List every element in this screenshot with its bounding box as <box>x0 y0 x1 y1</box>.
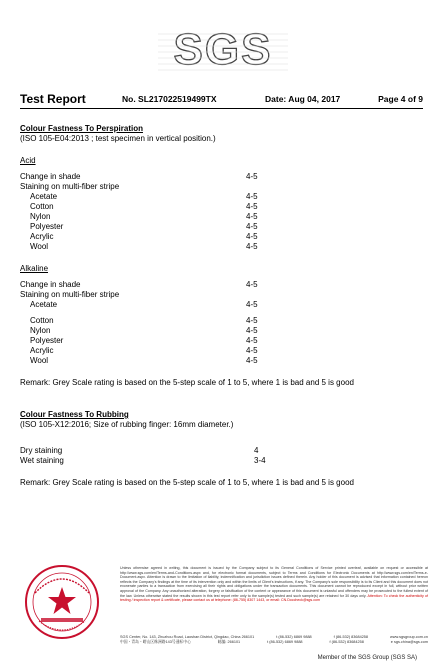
company-seal <box>23 563 101 641</box>
perspiration-title: Colour Fastness To Perspiration <box>20 124 143 133</box>
fiber-label: Acrylic <box>30 346 54 355</box>
acid-staining-label: Staining on multi-fiber stripe <box>20 182 120 191</box>
fiber-label: Acetate <box>30 300 58 309</box>
rating-value: 4-5 <box>246 336 258 345</box>
report-body <box>20 124 420 488</box>
alkaline-row-acetate <box>20 300 420 310</box>
alkaline-heading: Alkaline <box>20 264 49 273</box>
fiber-label: Nylon <box>30 326 51 335</box>
rating-value: 4-5 <box>246 356 258 365</box>
alkaline-change-value: 4-5 <box>246 280 258 289</box>
acid-staining-row <box>20 182 420 192</box>
acid-row-acetate <box>20 192 420 202</box>
dry-staining-value: 4 <box>254 446 259 455</box>
rating-value: 4-5 <box>246 346 258 355</box>
dry-staining-row <box>20 446 420 456</box>
fax-text: f (86-532) 83684258 <box>333 635 369 639</box>
fiber-label: Wool <box>30 356 49 365</box>
alkaline-row-wool <box>20 356 420 366</box>
rating-value: 4-5 <box>246 242 258 251</box>
acid-row-wool <box>20 242 420 252</box>
rating-value: 4-5 <box>246 222 258 231</box>
rubbing-title: Colour Fastness To Rubbing <box>20 410 129 419</box>
email-text: e sgs.china@sgs.com <box>390 640 428 644</box>
rating-value: 4-5 <box>246 212 258 221</box>
perspiration-remark: Remark: Grey Scale rating is based on the 5-step scale of 1 to 5, where 1 is bad and 5 is good <box>20 378 354 387</box>
report-date: Date: Aug 04, 2017 <box>265 94 341 104</box>
fiber-label: Acrylic <box>30 232 54 241</box>
perspiration-method: (ISO 105-E04:2013 ; test specimen in vertical position.) <box>20 134 216 143</box>
alkaline-row-acrylic <box>20 346 420 356</box>
fiber-label: Acetate <box>30 192 58 201</box>
rating-value: 4-5 <box>246 192 258 201</box>
fiber-label: Polyester <box>30 336 64 345</box>
wet-staining-value: 3-4 <box>254 456 266 465</box>
postcode-text: 邮编: 266101 <box>217 640 241 644</box>
alkaline-row-cotton <box>20 316 420 326</box>
website-text: www.sgsgroup.com.cn <box>390 635 428 639</box>
fiber-label: Wool <box>30 242 49 251</box>
sgs-logo-icon <box>148 24 298 82</box>
address-row-cn <box>120 640 428 645</box>
fiber-label: Polyester <box>30 222 64 231</box>
rating-value: 4-5 <box>246 202 258 211</box>
sgs-logo <box>148 24 298 82</box>
company-address <box>120 635 428 645</box>
address-text: SGS Center, No. 143, Zhuzhou Road, Laoshan District, Qingdao, China 266101 <box>120 635 255 639</box>
acid-heading: Acid <box>20 156 36 165</box>
wet-staining-label: Wet staining <box>20 456 64 465</box>
dry-staining-label: Dry staining <box>20 446 63 455</box>
alkaline-staining-label: Staining on multi-fiber stripe <box>20 290 120 299</box>
acid-row-polyester <box>20 222 420 232</box>
alkaline-change-label: Change in shade <box>20 280 81 289</box>
report-number: No. SL217022519499TX <box>122 94 217 104</box>
seal-stamp-icon <box>23 563 101 641</box>
logo-text: SGS <box>173 25 272 74</box>
acid-row-cotton <box>20 202 420 212</box>
acid-change-value: 4-5 <box>246 172 258 181</box>
alkaline-row-polyester <box>20 336 420 346</box>
alkaline-staining-row <box>20 290 420 300</box>
rubbing-remark: Remark: Grey Scale rating is based on the 5-step scale of 1 to 5, where 1 is bad and 5 is good <box>20 478 354 487</box>
rating-value: 4-5 <box>246 300 258 309</box>
header-divider <box>20 108 423 109</box>
alkaline-row-nylon <box>20 326 420 336</box>
address-text: 中国・青岛・崂山区株洲路143号通标中心 <box>120 640 191 644</box>
acid-row-acrylic <box>20 232 420 242</box>
member-note: Member of the SGS Group (SGS SA) <box>317 655 417 661</box>
fax-text: f (86-532) 83684258 <box>329 640 364 644</box>
fiber-label: Cotton <box>30 202 54 211</box>
rubbing-method: (ISO 105-X12:2016; Size of rubbing finger: 16mm diameter.) <box>20 420 234 429</box>
alkaline-change-row <box>20 280 420 290</box>
rating-value: 4-5 <box>246 316 258 325</box>
fiber-label: Nylon <box>30 212 51 221</box>
attention-text: Attention: To check the authenticity of testing / inspection report & certificate, please contact us at telephone: (86-755) 8307 1443, or email: CN.Doccheck@sgs.com <box>120 593 428 603</box>
phone-text: t (86-532) 6869 9888 <box>276 635 312 639</box>
terms-and-conditions <box>120 566 428 603</box>
terms-text: Unless otherwise agreed in writing, this document is issued by the Company subject to its General Conditions of Service printed overleaf, available on request or accessible at http://www.sgs.com/en/Terms-and-Conditions.aspx and, for electronic format documents, subject to Terms and Conditions for Electronic Documents at http://www.sgs.com/en/Terms-e-Document.aspx. Attention is drawn to the limitation of liability, indemnification and jurisdiction issues defined therein. Any holder of this document is advised that information contained hereon reflects the Company's findings at the time of its intervention only and within the limits of Client's instructions, if any. The Company's sole responsibility is to its Client and this document does not exonerate parties to a transaction from exercising all their rights and obligations under the transaction documents. This document cannot be reproduced except in full, without prior written approval of the Company. Any unauthorized alteration, forgery or falsification of the content or appearance of this document is unlawful and offenders may be prosecuted to the fullest extent of the law. Unless otherwise stated the results shown in this test report refer only to the sample(s) tested and such sample(s) are retained for 30 days only. <box>120 566 428 598</box>
report-header <box>20 92 423 106</box>
wet-staining-row <box>20 456 420 466</box>
rating-value: 4-5 <box>246 326 258 335</box>
rating-value: 4-5 <box>246 232 258 241</box>
acid-row-nylon <box>20 212 420 222</box>
report-title: Test Report <box>20 92 86 106</box>
phone-text: t (86-532) 6869 9888 <box>267 640 303 644</box>
acid-change-row <box>20 172 420 182</box>
acid-change-label: Change in shade <box>20 172 81 181</box>
fiber-label: Cotton <box>30 316 54 325</box>
page-number: Page 4 of 9 <box>378 94 423 104</box>
